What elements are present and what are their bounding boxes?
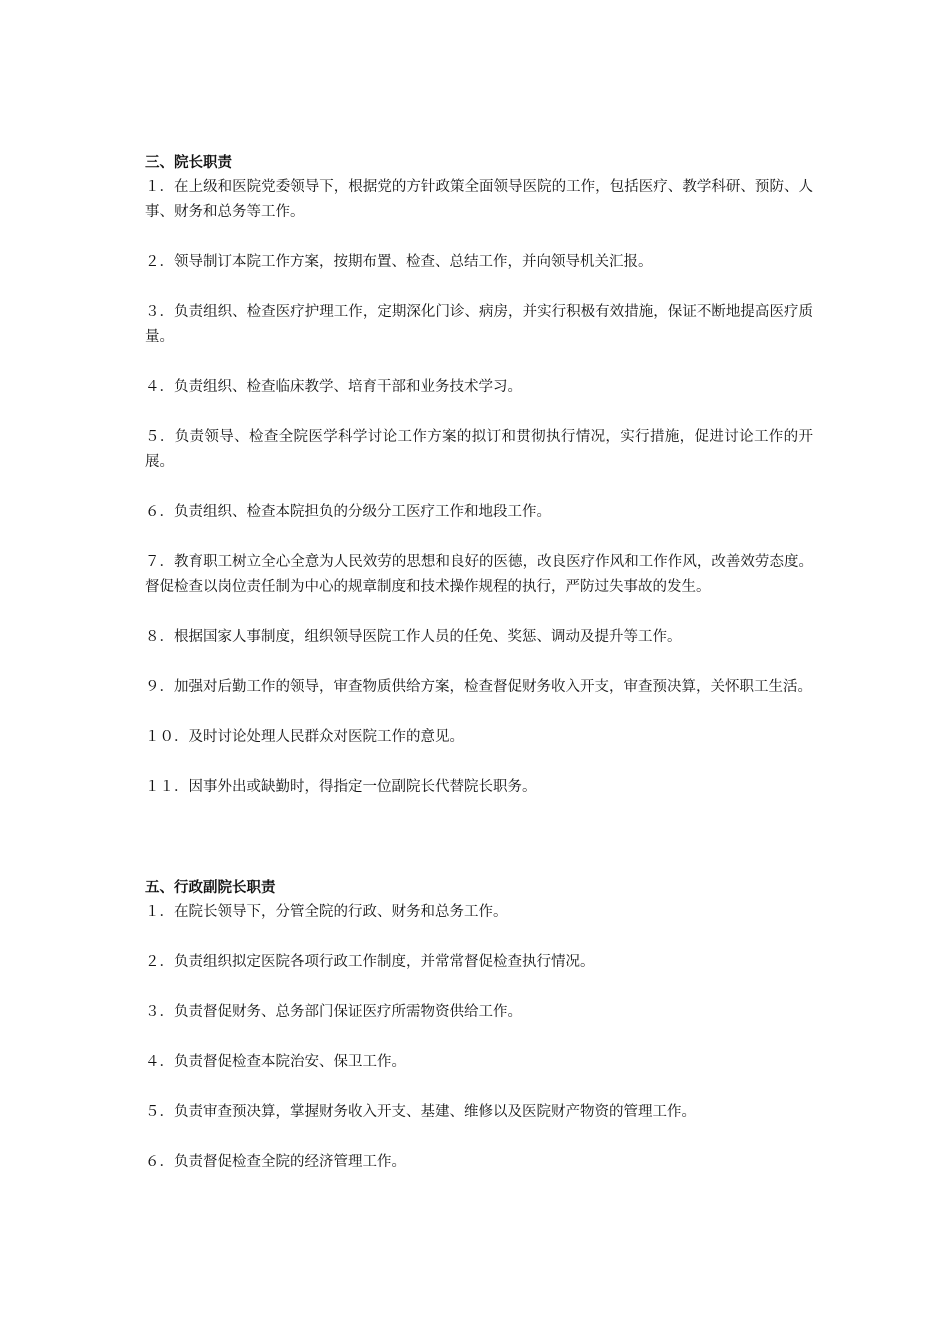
duty-item-7: ７．教育职工树立全心全意为人民效劳的思想和良好的医德，改良医疗作风和工作作风，改善效劳态度。督促检查以岗位责任制为中心的规章制度和技术操作规程的执行，严防过失事故的发生。 bbox=[145, 554, 813, 595]
duty-item-10: １０．及时讨论处理人民群众对医院工作的意见。 bbox=[145, 729, 464, 745]
duty-item-2: ２．领导制订本院工作方案，按期布置、检查、总结工作，并向领导机关汇报。 bbox=[145, 254, 653, 270]
duty-item-5: ５．负责领导、检查全院医学科学讨论工作方案的拟订和贯彻执行情况，实行措施，促进讨论工作的开展。 bbox=[145, 429, 813, 470]
document-page bbox=[145, 150, 813, 1200]
duty-item-5: ５．负责审查预决算，掌握财务收入开支、基建、维修以及医院财产物资的管理工作。 bbox=[145, 1104, 696, 1120]
section-spacer bbox=[145, 825, 813, 875]
duty-item-3: ３．负责组织、检查医疗护理工作，定期深化门诊、病房，并实行积极有效措施，保证不断地提高医疗质量。 bbox=[145, 304, 813, 345]
duty-item-6: ６．负责组织、检查本院担负的分级分工医疗工作和地段工作。 bbox=[145, 504, 551, 520]
duty-item-1: １．在院长领导下，分管全院的行政、财务和总务工作。 bbox=[145, 904, 508, 920]
section-title: 五、行政副院长职责 bbox=[145, 879, 276, 896]
section-admin-vice-president-duties bbox=[145, 875, 813, 1175]
duty-item-8: ８．根据国家人事制度，组织领导医院工作人员的任免、奖惩、调动及提升等工作。 bbox=[145, 629, 682, 645]
section-president-duties bbox=[145, 150, 813, 800]
duty-item-4: ４．负责督促检查本院治安、保卫工作。 bbox=[145, 1054, 406, 1070]
duty-item-2: ２．负责组织拟定医院各项行政工作制度，并常常督促检查执行情况。 bbox=[145, 954, 595, 970]
duty-item-9: ９．加强对后勤工作的领导，审查物质供给方案，检查督促财务收入开支，审查预决算，关怀职工生活。 bbox=[145, 679, 812, 695]
duty-item-11: １１．因事外出或缺勤时，得指定一位副院长代替院长职务。 bbox=[145, 779, 537, 795]
duty-item-3: ３．负责督促财务、总务部门保证医疗所需物资供给工作。 bbox=[145, 1004, 522, 1020]
section-title: 三、院长职责 bbox=[145, 154, 232, 171]
duty-item-6: ６．负责督促检查全院的经济管理工作。 bbox=[145, 1154, 406, 1170]
duty-item-1: １．在上级和医院党委领导下，根据党的方针政策全面领导医院的工作，包括医疗、教学科研、预防、人事、财务和总务等工作。 bbox=[145, 179, 813, 220]
duty-item-4: ４．负责组织、检查临床教学、培育干部和业务技术学习。 bbox=[145, 379, 522, 395]
